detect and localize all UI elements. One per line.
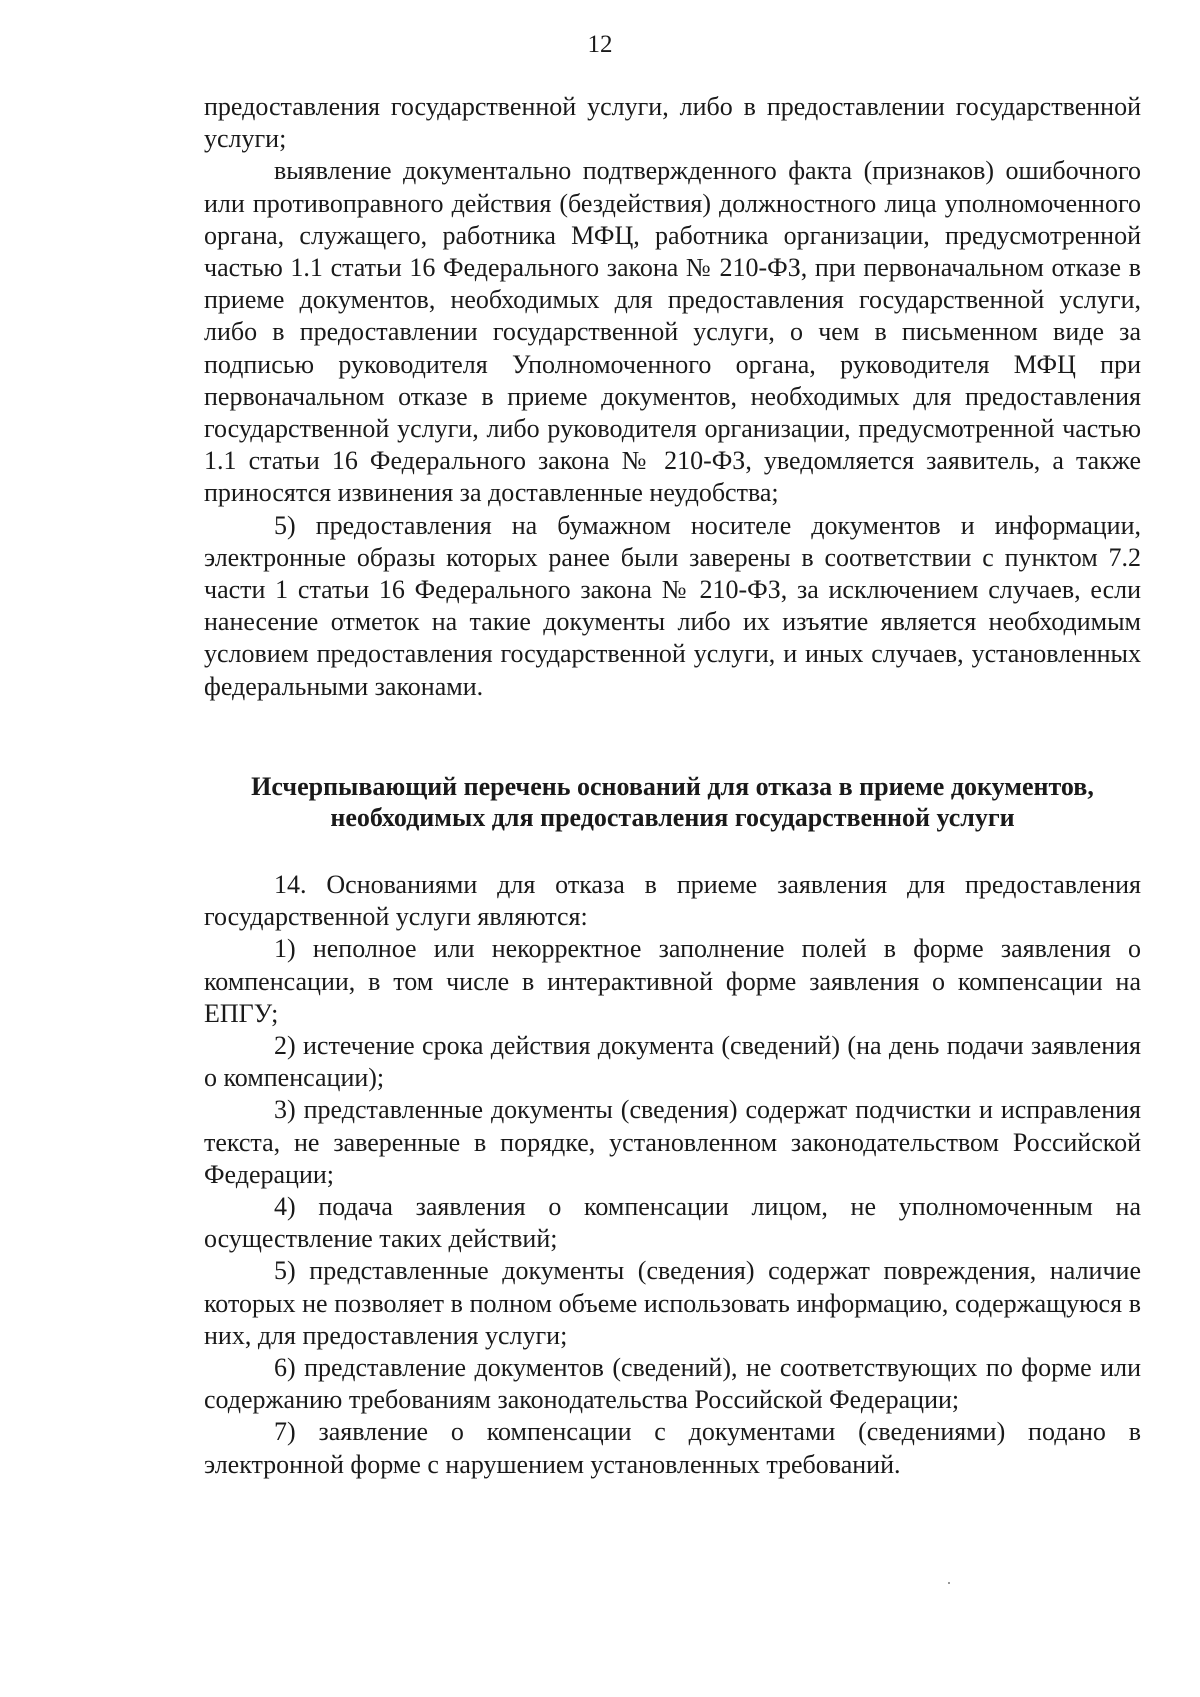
text-block-bottom [204,869,1141,1481]
list-item: 4) подача заявления о компенсации лицом, не уполномоченным на осуществление таких действий; [204,1192,1141,1254]
paragraph: 14. Основаниями для отказа в приеме заявления для предоставления государственной услуги являются: [204,870,1141,932]
list-item: 7) заявление о компенсации с документами (сведениями) подано в электронной форме с нарушением установленных требований. [204,1417,1141,1479]
list-item: 5) представленные документы (сведения) содержат повреждения, наличие которых не позволяет в полном объеме использовать информацию, содержащуюся в них, для предоставления услуги; [204,1256,1141,1350]
paragraph: выявление документально подтвержденного факта (признаков) ошибочного или противоправного действия (бездействия) должностного лица уполномоченного органа, служащего, работника МФЦ, работника организации, предусмотренной частью 1.1 статьи 16 Федерального закона № 210-ФЗ, при первоначальном отказе в приеме документов, необходимых для предоставления государственной услуги, либо в предоставлении государственной услуги, о чем в письменном виде за подписью руководителя Уполномоченного органа, руководителя МФЦ при первоначальном отказе в приеме документов, необходимых для предоставления государственной услуги, либо руководителя организации, предусмотренной частью 1.1 статьи 16 Федерального закона № 210-ФЗ, уведомляется заявитель, а также приносятся извинения за доставленные неудобства; [204,156,1141,508]
paragraph: 5) предоставления на бумажном носителе документов и информации, электронные образы которых ранее были заверены в соответствии с пунктом 7.2 части 1 статьи 16 Федерального закона № 210-ФЗ, за исключением случаев, если нанесение отметок на такие документы либо их изъятие является необходимым условием предоставления государственной услуги, и иных случаев, установленных федеральными законами. [204,510,1141,701]
list-item: 3) представленные документы (сведения) содержат подчистки и исправления текста, не заверенные в порядке, установленном законодательством Российской Федерации; [204,1095,1141,1189]
paragraph: предоставления государственной услуги, либо в предоставлении государственной услуги; [204,92,1141,154]
heading-line: необходимых для предоставления государственной услуги [330,803,1015,832]
section-heading [204,771,1141,833]
list-item: 2) истечение срока действия документа (сведений) (на день подачи заявления о компенсации); [204,1031,1141,1093]
list-item: 6) представление документов (сведений), не соответствующих по форме или содержанию требованиям законодательства Российской Федерации; [204,1353,1141,1415]
page-number: 12 [587,31,613,58]
list-item: 1) неполное или некорректное заполнение полей в форме заявления о компенсации, в том числе в интерактивной форме заявления о компенсации на ЕПГУ; [204,934,1141,1028]
scan-speck [948,1582,950,1584]
text-block-top [204,91,1141,703]
heading-line: Исчерпывающий перечень оснований для отказа в приеме документов, [251,772,1094,801]
